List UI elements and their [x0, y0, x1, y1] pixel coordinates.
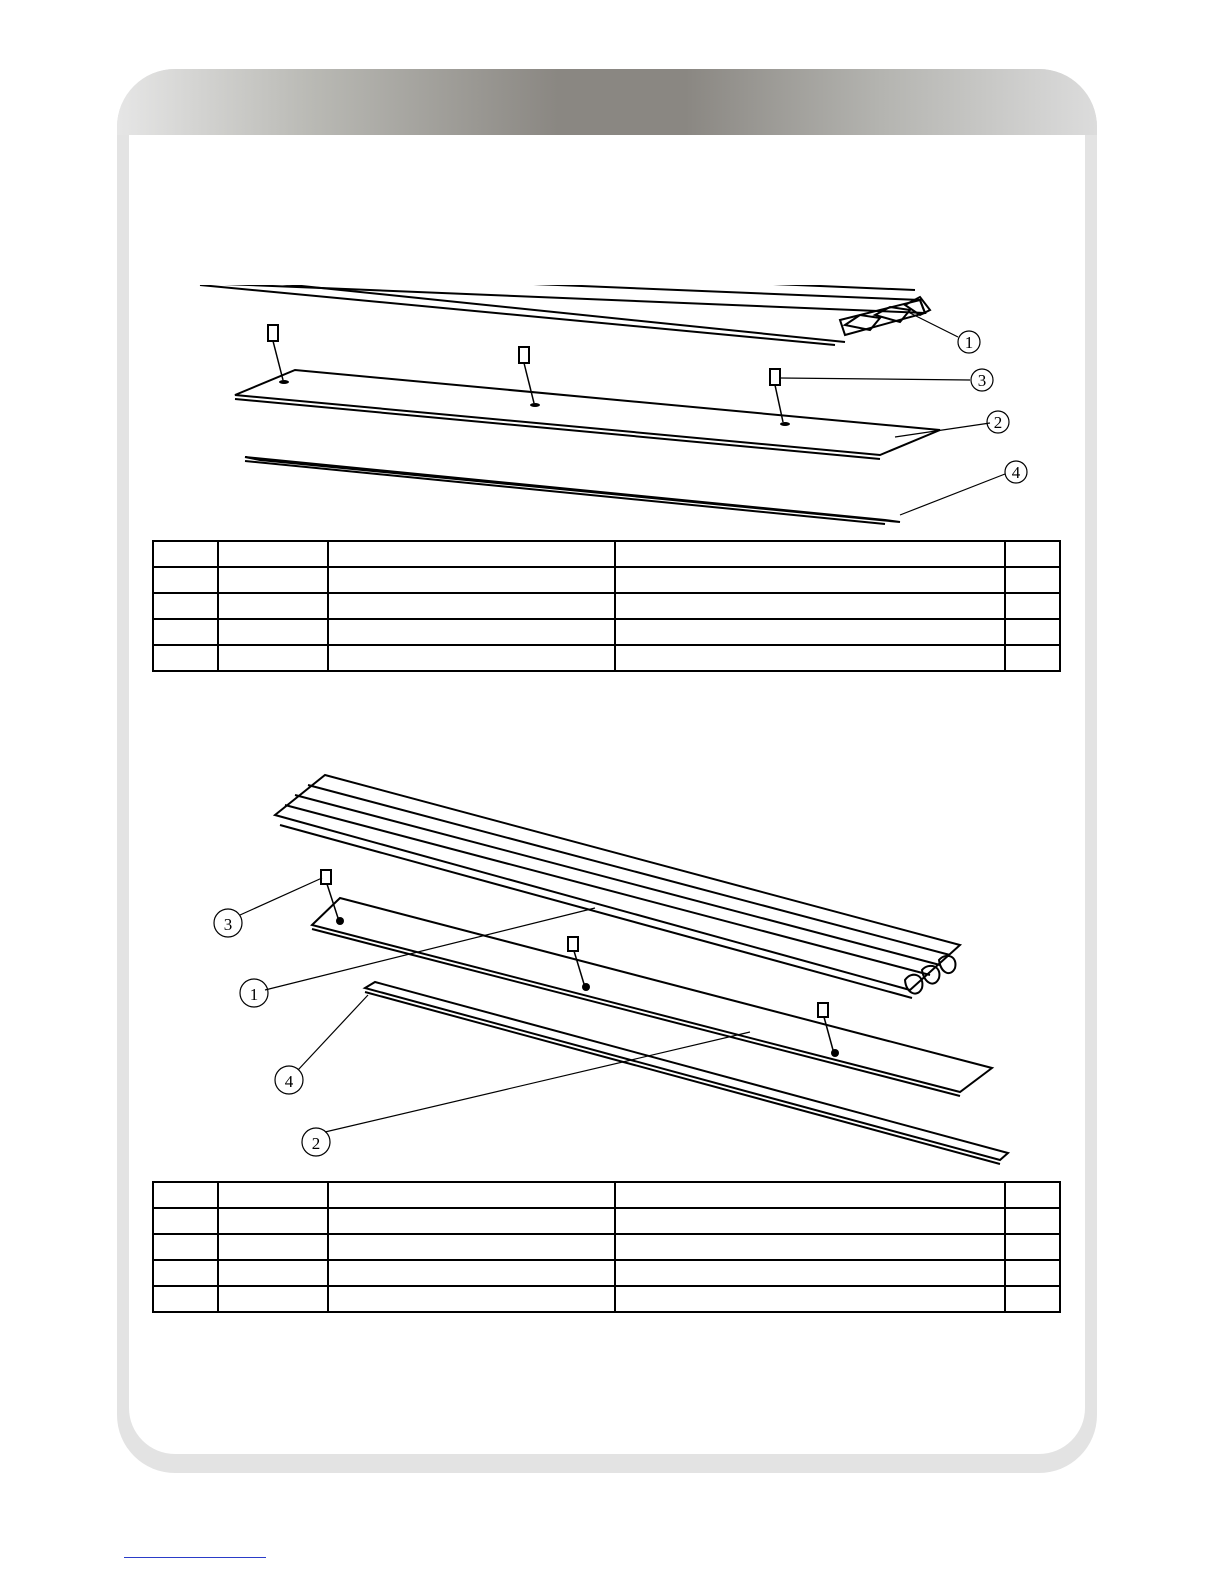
table-cell — [1005, 593, 1060, 619]
table-row — [153, 567, 1060, 593]
base-plate — [235, 370, 940, 459]
table-row — [153, 645, 1060, 671]
table-cell — [615, 1182, 1005, 1208]
header-band — [117, 69, 1097, 135]
table-row — [153, 1286, 1060, 1312]
table-cell — [153, 593, 218, 619]
table-cell — [328, 1208, 615, 1234]
table-cell — [1005, 1260, 1060, 1286]
pin-2 — [519, 347, 540, 407]
callout-label-4: 4 — [1011, 463, 1021, 482]
table-cell — [218, 619, 328, 645]
top-profile — [275, 775, 960, 998]
table-row — [153, 541, 1060, 567]
callout-label-1: 1 — [249, 985, 259, 1004]
table-cell — [328, 541, 615, 567]
callout-label-3: 3 — [223, 915, 233, 934]
table-cell — [328, 619, 615, 645]
table-cell — [153, 1286, 218, 1312]
table-cell — [153, 645, 218, 671]
table-cell — [615, 1260, 1005, 1286]
pin-2 — [568, 937, 590, 991]
table-cell — [328, 1260, 615, 1286]
table-cell — [615, 567, 1005, 593]
pin-1 — [268, 325, 289, 384]
parts-table-2 — [152, 1181, 1061, 1313]
table-cell — [1005, 645, 1060, 671]
table-cell — [328, 645, 615, 671]
table-row — [153, 1234, 1060, 1260]
table-cell — [328, 1182, 615, 1208]
table-cell — [218, 593, 328, 619]
table-cell — [218, 567, 328, 593]
exploded-diagram-2 — [200, 770, 1020, 1170]
table-cell — [218, 645, 328, 671]
table-cell — [1005, 1208, 1060, 1234]
table-cell — [615, 541, 1005, 567]
bottom-strip — [245, 457, 900, 524]
table-cell — [615, 1208, 1005, 1234]
table-cell — [218, 1234, 328, 1260]
table-row — [153, 1208, 1060, 1234]
table-cell — [218, 1286, 328, 1312]
table-cell — [328, 567, 615, 593]
table-row — [153, 1260, 1060, 1286]
table-cell — [615, 1286, 1005, 1312]
table-cell — [218, 1208, 328, 1234]
parts-table-1 — [152, 540, 1061, 672]
table-cell — [1005, 619, 1060, 645]
table-cell — [218, 1182, 328, 1208]
table-cell — [153, 567, 218, 593]
bottom-strip — [365, 982, 1008, 1164]
pin-3 — [818, 1003, 839, 1057]
table-cell — [1005, 541, 1060, 567]
table-row — [153, 593, 1060, 619]
exploded-diagram-1 — [180, 285, 1080, 535]
table-cell — [328, 593, 615, 619]
table-row — [153, 619, 1060, 645]
table-cell — [153, 1260, 218, 1286]
table-cell — [1005, 1234, 1060, 1260]
footer-link-underline[interactable] — [124, 1557, 266, 1558]
table-cell — [328, 1234, 615, 1260]
callout-label-2: 2 — [311, 1134, 321, 1153]
callout-label-4: 4 — [284, 1072, 294, 1091]
table-cell — [328, 1286, 615, 1312]
table-cell — [1005, 567, 1060, 593]
table-cell — [615, 593, 1005, 619]
callout-label-1: 1 — [964, 333, 974, 352]
callout-label-2: 2 — [993, 413, 1003, 432]
table-row — [153, 1182, 1060, 1208]
callout-label-3: 3 — [977, 371, 987, 390]
table-cell — [153, 541, 218, 567]
table-cell — [615, 619, 1005, 645]
table-cell — [1005, 1286, 1060, 1312]
table-cell — [153, 619, 218, 645]
table-cell — [218, 1260, 328, 1286]
table-cell — [153, 1208, 218, 1234]
table-cell — [615, 1234, 1005, 1260]
table-cell — [218, 541, 328, 567]
table-cell — [615, 645, 1005, 671]
table-cell — [153, 1182, 218, 1208]
top-profile — [195, 285, 930, 345]
table-cell — [1005, 1182, 1060, 1208]
table-cell — [153, 1234, 218, 1260]
